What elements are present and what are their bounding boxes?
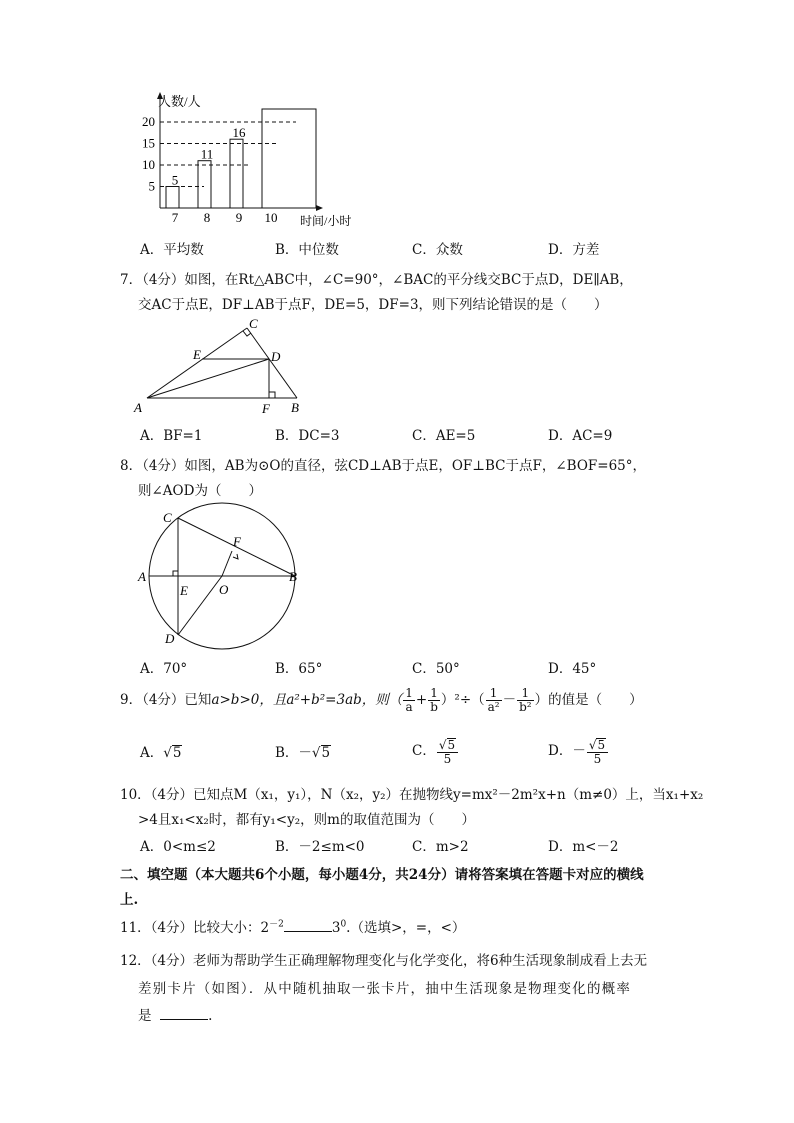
section2-heading-line1: 二、填空题（本大题共6个小题，每小题4分，共24分）请将答案填在答题卡对应的横线 xyxy=(120,867,644,883)
y-tick-label: 10 xyxy=(142,157,155,172)
bar-chart xyxy=(120,88,380,233)
label-b: B xyxy=(289,569,297,584)
q8-option-c[interactable]: C．50° xyxy=(412,661,460,677)
q11-stem: 11．（4分）比较大小：$2^{-2}$ $3^0$.（选填>，=，<） xyxy=(120,919,466,936)
q12-answer-blank[interactable] xyxy=(160,1007,208,1020)
y-tick-label: 20 xyxy=(142,114,155,129)
q9-option-a[interactable]: A．√5 xyxy=(140,745,182,761)
q6-option-c[interactable]: C．众数 xyxy=(412,242,463,258)
q12-stem-line2: 差别卡片（如图）．从中随机抽取一张卡片，抽中生活现象是物理变化的概率 xyxy=(138,981,632,997)
q6-option-b[interactable]: B．中位数 xyxy=(275,242,339,258)
q8-circle-figure xyxy=(136,502,306,652)
q11-answer-blank[interactable] xyxy=(284,919,332,932)
label-f: F xyxy=(262,401,270,416)
q8-option-a[interactable]: A．70° xyxy=(140,661,188,677)
q7-option-c[interactable]: C．AE=5 xyxy=(412,428,476,444)
label-e: E xyxy=(193,347,201,362)
bar-9 xyxy=(230,139,243,208)
q8-stem-line1: 8．（4分）如图，AB为⊙O的直径，弦CD⊥AB于点E，OF⊥BC于点F，∠BOF=65°， xyxy=(120,458,647,474)
y-tick-label: 5 xyxy=(148,178,155,194)
bar-value-label: 11 xyxy=(200,146,214,162)
q7-stem-line2: 交AC于点E，DF⊥AB于点F，DE=5，DF=3，则下列结论错误的是（ ） xyxy=(138,297,608,313)
x-axis-label: 时间/小时 xyxy=(300,214,352,228)
q10-option-d[interactable]: D．m<－2 xyxy=(548,839,619,855)
q8-stem-line2: 则∠AOD为（ ） xyxy=(138,483,262,499)
y-tick-label: 15 xyxy=(142,135,155,151)
q10-option-c[interactable]: C．m>2 xyxy=(412,839,469,855)
q7-option-d[interactable]: D．AC=9 xyxy=(548,428,613,444)
q9-option-d[interactable]: D．－ $\frac{√5}{5}$ xyxy=(548,733,609,769)
label-c: C xyxy=(163,510,172,525)
q8-option-d[interactable]: D．45° xyxy=(548,661,597,677)
right-angle-f xyxy=(233,554,238,559)
label-c: C xyxy=(249,316,258,331)
bar-value-label: 5 xyxy=(171,172,179,188)
q12-stem-line1: 12．（4分）老师为帮助学生正确理解物理变化与化学变化，将6种生活现象制成看上去无 xyxy=(120,953,648,969)
x-tick-label: 7 xyxy=(171,210,179,225)
q10-stem-line2: >4且x₁<x₂时，都有y₁<y₂，则m的取值范围为（ ） xyxy=(138,812,475,828)
label-d: D xyxy=(271,349,281,364)
q7-option-b[interactable]: B．DC=3 xyxy=(275,428,340,444)
bar-10 xyxy=(262,109,316,208)
q7-option-a[interactable]: A．BF=1 xyxy=(140,428,203,444)
q12-stem-line3: 是 . xyxy=(138,1008,213,1024)
q7-triangle-figure xyxy=(132,316,312,418)
x-tick-label: 9 xyxy=(235,210,243,225)
q9-option-b[interactable]: B．－√5 xyxy=(275,745,331,761)
q9-stem: 9．（4分）已知a>b>0，且a²+b²=3ab，则（ $\frac{1}{a}$ + $\frac{1}{b}$ ）²÷（ $\frac{1}{\text{a²}}$ － $\frac{1}{\text{b²}}$ ）的值是（ ） xyxy=(120,686,643,714)
label-b: B xyxy=(291,400,299,415)
label-e: E xyxy=(180,583,188,598)
q6-option-d[interactable]: D．方差 xyxy=(548,242,600,258)
q6-option-a[interactable]: A．平均数 xyxy=(140,242,204,258)
q10-option-a[interactable]: A．0<m≤2 xyxy=(140,839,216,855)
label-o: O xyxy=(219,582,229,597)
label-a: A xyxy=(134,400,142,415)
q10-option-b[interactable]: B．－2≤m<0 xyxy=(275,839,365,855)
right-angle-e xyxy=(173,571,178,576)
x-axis-arrow xyxy=(316,205,323,211)
segment-of xyxy=(222,551,232,576)
bar-value-label: 16 xyxy=(232,125,246,141)
label-f: F xyxy=(233,534,241,549)
q10-stem-line1: 10．（4分）已知点M（x₁，y₁），N（x₂，y₂）在抛物线y=mx²－2m²x+n（m≠0）上，当x₁+x₂ xyxy=(120,787,704,803)
bar-7 xyxy=(166,187,179,209)
q9-option-c[interactable]: C． $\frac{√5}{5}$ xyxy=(412,733,459,769)
x-tick-label: 10 xyxy=(264,210,278,225)
x-tick-label: 8 xyxy=(203,210,211,225)
q7-stem-line1: 7．（4分）如图，在Rt△ABC中，∠C=90°，∠BAC的平分线交BC于点D，DE∥AB， xyxy=(120,272,633,288)
label-d: D xyxy=(165,631,175,646)
label-a: A xyxy=(138,569,146,584)
bar-8 xyxy=(198,161,211,208)
segment-ac xyxy=(147,328,247,398)
y-axis-label: 人数/人 xyxy=(158,94,201,109)
q8-option-b[interactable]: B．65° xyxy=(275,661,323,677)
segment-ad xyxy=(147,359,269,398)
section2-heading-line2: 上. xyxy=(120,892,139,908)
right-angle-f xyxy=(269,392,275,398)
